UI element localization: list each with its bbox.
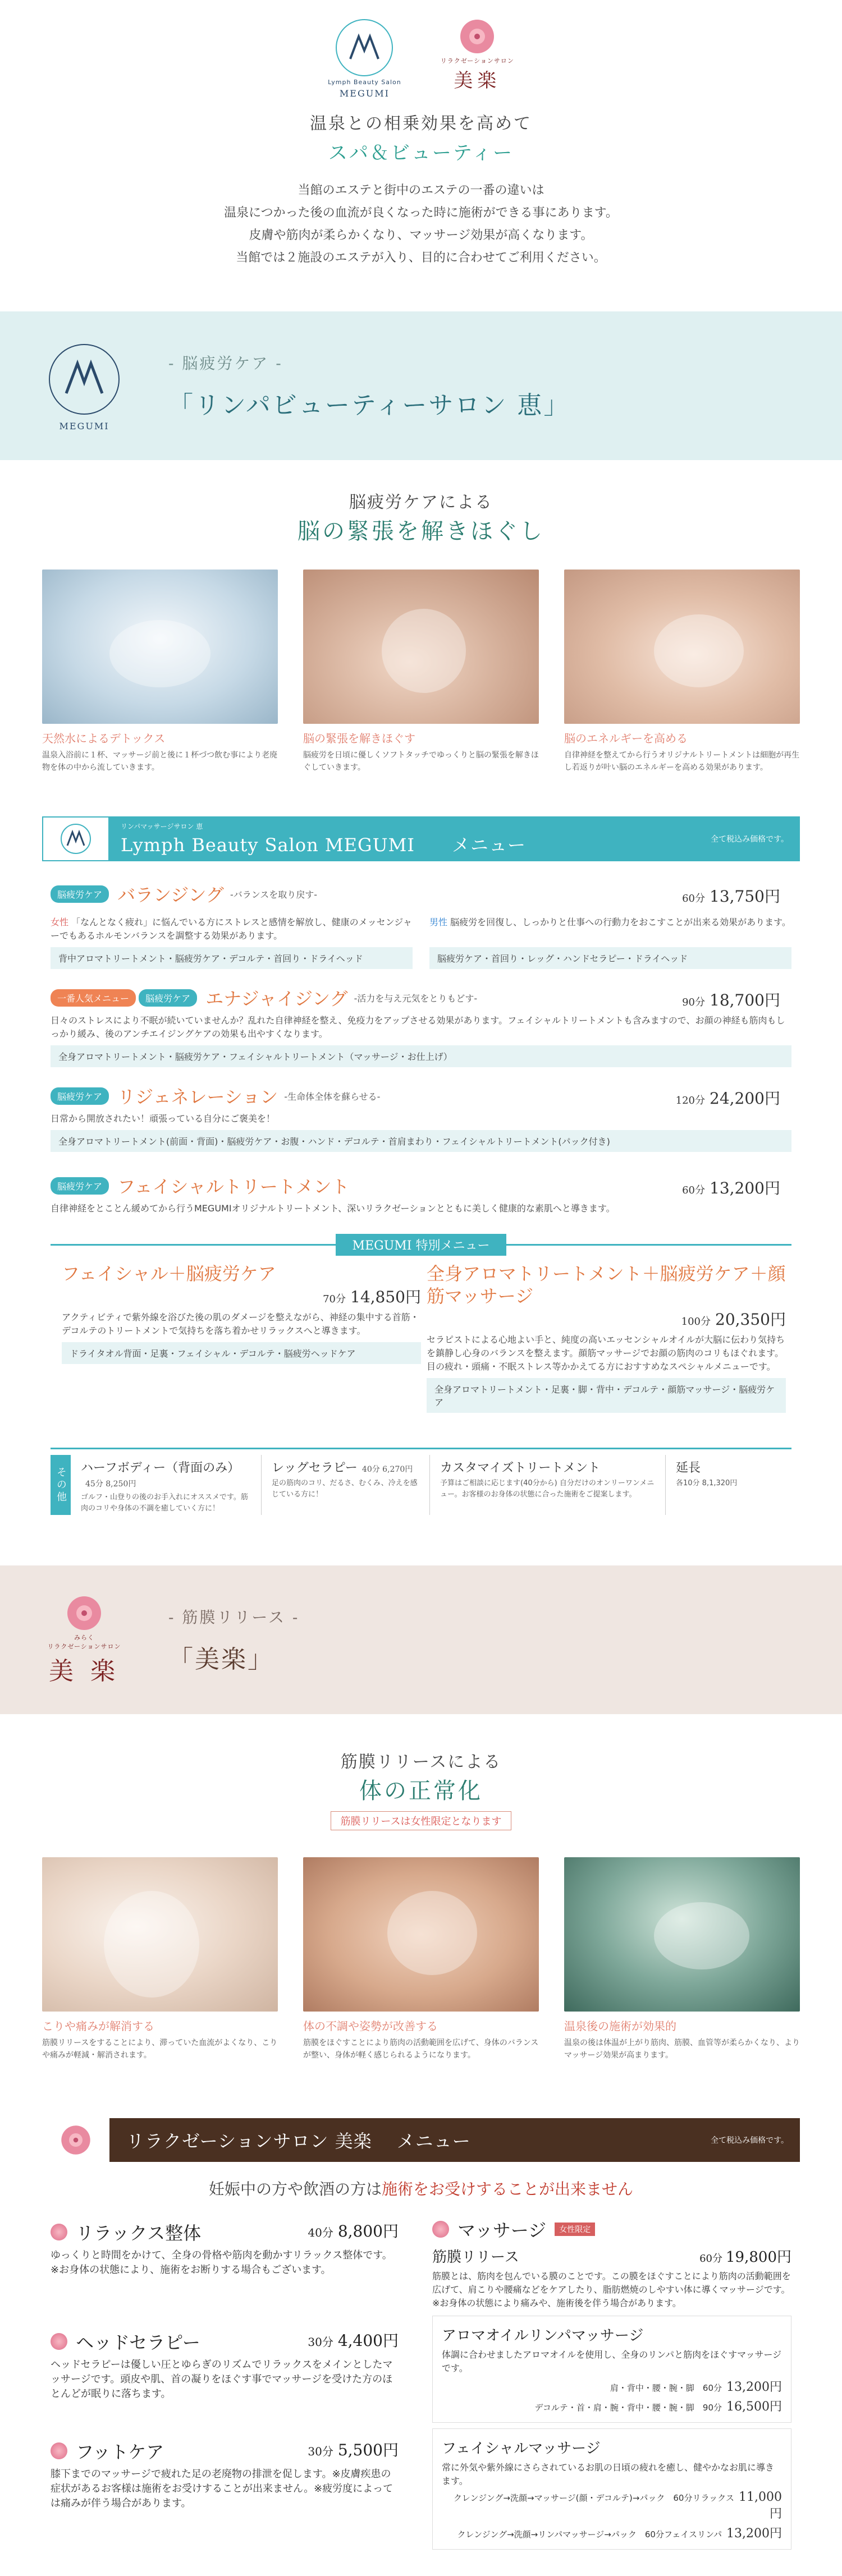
- menu-item-description: 体調に合わせましたアロマオイルを使用し、全身のリンパと筋肉をほぐすマッサージです。: [442, 2349, 782, 2373]
- special-menu-label: MEGUMI 特別メニュー: [336, 1234, 507, 1256]
- menu-item-foot-care: [51, 2438, 399, 2511]
- photo-caption: こりや痛みが解消する: [42, 2019, 154, 2033]
- onsen-photo: [564, 1857, 800, 2012]
- menu-item-tagline: -生命体全体を蘇らせる-: [284, 1091, 381, 1102]
- menu-item-aroma-lymph: [432, 2316, 791, 2423]
- flower-icon: [432, 2221, 449, 2238]
- special-item-price: [427, 1307, 786, 1330]
- price-value: 13,200円: [710, 1179, 780, 1197]
- tax-note: 全て税込み価格です。: [711, 835, 789, 844]
- megumi-bar-logo: [42, 816, 109, 861]
- photo-description: 温泉の後は体温が上がり筋肉、筋膜、血管等が柔らかくなり、よりマッサージ効果が高まります。: [564, 2038, 800, 2060]
- price-value: 24,200円: [710, 1089, 780, 1108]
- price-value: 5,500円: [337, 2441, 399, 2459]
- megumi-heading: 脳疲労ケアによる: [349, 493, 493, 512]
- head-massage-photo: [303, 570, 539, 724]
- menu-group-massage: [432, 2216, 791, 2550]
- female-label: 女性: [51, 917, 69, 927]
- menu-item-facial: [51, 1173, 791, 1215]
- notice-main: 施術をお受けすることが出来ません: [382, 2180, 634, 2198]
- course-parts: クレンジング→洗顔→リンパマッサージ→パック: [457, 2529, 637, 2540]
- menu-item-price: [682, 988, 780, 1011]
- category-pill: 脳疲労ケア: [51, 1177, 109, 1195]
- duration: 30分: [308, 2445, 333, 2458]
- megumi-subheading: 脳の緊張を解きほぐし: [298, 518, 544, 544]
- megumi-logo-text: Lymph Beauty Salon: [328, 79, 401, 86]
- other-item-price: 40分 6,270円: [361, 1465, 413, 1474]
- male-label: 男性: [429, 917, 448, 927]
- course-detail: 脳疲労ケア・首回り・レッグ・ハンドセラピー・ドライヘッド: [429, 947, 791, 969]
- other-item-description: ゴルフ・山登りの後のお手入れにオススメです。筋肉のコリや身体の不調を癒していく方に！: [81, 1493, 248, 1513]
- photo-description: 自律神経を整えてから行うオリジナルトリートメントは細胞が再生し若返りが叶い脳のエネルギーを高める効果があります。: [564, 751, 800, 772]
- women-only-note: 筋膜リリースは女性限定となります: [331, 1811, 511, 1830]
- price-row: [442, 2397, 782, 2414]
- other-item: [262, 1455, 430, 1515]
- other-item: [71, 1455, 262, 1515]
- photo-card: [303, 570, 539, 774]
- megumi-band-subtitle: - 脳疲労ケア -: [168, 353, 283, 373]
- intro-heading: 温泉との相乗効果を高めて: [310, 114, 532, 134]
- biraku-heading: 筋膜リリースによる: [340, 1752, 502, 1772]
- megumi-photo-row: [42, 570, 800, 774]
- price-value: 13,200円: [726, 2527, 782, 2541]
- popular-pill: 一番人気メニュー: [51, 989, 136, 1007]
- photo-caption: 脳の緊張を解きほぐす: [303, 732, 415, 745]
- photo-description: 筋膜リリースをすることにより、滞っていた血流がよくなり、こりや痛みが軽減・解消されます。: [42, 2038, 278, 2060]
- price-value: 8,800円: [337, 2222, 399, 2240]
- description-male: [429, 916, 791, 943]
- menu-item-balancing: [51, 881, 791, 969]
- menu-item-price: [308, 2438, 399, 2460]
- other-item-name: カスタマイズトリートメント: [440, 1461, 601, 1475]
- other-item-title: [272, 1458, 419, 1476]
- duration: 60分リラックス: [673, 2493, 735, 2503]
- course-detail: 全身アロマトリートメント(前面・背面)・脳疲労ケア・お腹・ハンド・デコルテ・首肩まわり・フェイシャルトリートメント(パック付き): [51, 1130, 791, 1152]
- divider: [51, 1244, 336, 1246]
- course-detail: ドライタオル背面・足裏・フェイシャル・デコルテ・脳疲労ヘッドケア: [62, 1342, 421, 1364]
- photo-description: 筋膜をほぐすことにより筋肉の活動範囲を広げて、身体のバランスが整い、身体が軽く感じられるようになります。: [303, 2038, 539, 2060]
- biraku-photo-row: [42, 1857, 800, 2061]
- biraku-menu-header: [42, 2118, 800, 2162]
- duration: 60分: [699, 2253, 723, 2265]
- photo-caption: 体の不調や姿勢が改善する: [303, 2019, 438, 2033]
- duration: 70分: [323, 1293, 346, 1305]
- special-item-facial-brain: [62, 1262, 421, 1364]
- other-item-description: 予算はご相談に応じます(40分から) 自分だけのオンリーワンメニュー。お客様のお身体の状態に合った施術をご提案します。: [440, 1479, 655, 1499]
- women-only-badge: 女性限定: [555, 2223, 595, 2236]
- category-pill: 脳疲労ケア: [139, 989, 197, 1007]
- menu-item-tagline: -活力を与え元気をとりもどす-: [354, 993, 478, 1004]
- biraku-menu-title: リラクゼーションサロン 美楽 メニュー: [126, 2130, 471, 2152]
- biraku-section-band: [0, 1565, 842, 1714]
- photo-description: 脳疲労を日頃に優しくソフトタッチでゆっくりと脳の緊張を解きほぐしていきます。: [303, 751, 539, 772]
- duration: 60分: [682, 1184, 706, 1196]
- special-item-title: フェイシャル＋脳疲労ケア: [62, 1263, 276, 1284]
- course-detail: 背中アロマトリートメント・脳疲労ケア・デコルテ・首回り・ドライヘッド: [51, 947, 413, 969]
- menu-item-description: 日々のストレスにより不眠が続いていませんか？乱れた自律神経を整え、免疫力をアップさせる効果があります。フェイシャルトリートメントも含みますので、お顔の神経も筋肉もしっかり緩み、後のアンチエイジングケアの効果も出やすくなります。: [51, 1015, 785, 1039]
- menu-item-name: 筋膜リリース: [432, 2249, 519, 2266]
- biraku-band-name: 美 楽: [49, 1656, 120, 1686]
- duration: 90分: [682, 997, 706, 1008]
- menu-item-name: ヘッドセラピー: [76, 2332, 200, 2353]
- flower-icon: [65, 1594, 104, 1633]
- megumi-menu-title: Lymph Beauty Salon MEGUMI メニュー: [121, 834, 526, 856]
- photo-caption: 温泉後の施術が効果的: [564, 2019, 676, 2033]
- category-pill: 脳疲労ケア: [51, 885, 109, 903]
- menu-item-price: [308, 2329, 399, 2351]
- intro-line: 当館のエステと街中のエステの一番の違いは: [298, 183, 544, 198]
- intro-line: 当館では２施設のエステが入り、目的に合わせてご利用ください。: [236, 251, 606, 265]
- menu-item-name: エナジャイジング: [205, 988, 348, 1009]
- duration: 120分: [675, 1095, 706, 1106]
- other-item-description: 各10分 8,1,320円: [676, 1479, 738, 1487]
- price-value: 19,800円: [726, 2249, 791, 2266]
- male-text: 脳疲労を回復し、しっかりと仕事への行動力をおこすことが出来る効果があります。: [450, 917, 791, 927]
- menu-item-price: [676, 1086, 780, 1109]
- menu-item-price: [308, 2219, 399, 2242]
- back-massage-photo: [303, 1857, 539, 2012]
- menu-item-tagline: -バランスを取り戻す-: [230, 889, 318, 900]
- tax-note: 全て税込み価格です。: [711, 2136, 789, 2145]
- menu-item-name: リラックス整体: [76, 2223, 202, 2244]
- megumi-menu-header: [42, 816, 800, 861]
- menu-item-price: [682, 884, 780, 907]
- water-hands-photo: [42, 570, 278, 724]
- menu-item-description: ヘッドセラピーは優しい圧とゆらぎのリズムでリラックスをメインとしたマッサージです。頭皮や肌、首の凝りをほぐす事でマッサージを受けた方のほとんどが眠りに落ちます。: [51, 2359, 393, 2400]
- price-value: 11,000円: [739, 2490, 782, 2521]
- duration: 90分: [702, 2403, 722, 2413]
- biraku-band-title: 「美楽」: [168, 1645, 274, 1674]
- price-value: 20,350円: [715, 1310, 786, 1329]
- course-detail: 全身アロマトリートメント・足裏・脚・背中・デコルテ・顔筋マッサージ・脳疲労ケア: [427, 1378, 786, 1413]
- other-menu-box: [51, 1448, 791, 1515]
- price-value: 16,500円: [726, 2400, 782, 2414]
- other-item-price: 45分 8,250円: [85, 1480, 136, 1489]
- menu-item-relax-seitai: [51, 2219, 399, 2277]
- flower-icon: [457, 17, 497, 56]
- menu-item-name: フットケア: [76, 2441, 164, 2463]
- divider: [506, 1244, 791, 1246]
- megumi-band-logo-name: MEGUMI: [59, 421, 109, 431]
- price-value: 13,750円: [710, 887, 780, 906]
- category-pill: 脳疲労ケア: [51, 1087, 109, 1105]
- megumi-menu-kana: リンパマッサージサロン 恵: [121, 822, 203, 830]
- megumi-band-logo: [0, 340, 168, 431]
- other-item-name: ハーフボディー（背面のみ）: [81, 1461, 240, 1475]
- price-value: 18,700円: [710, 991, 780, 1009]
- megumi-logo-icon: [45, 340, 123, 419]
- menu-item-name: フェイシャルマッサージ: [442, 2440, 601, 2457]
- biraku-bar-logo: [42, 2118, 109, 2162]
- other-item: [666, 1455, 767, 1515]
- flower-icon: [59, 2123, 93, 2157]
- megumi-menu-header-text: [121, 821, 526, 857]
- megumi-band-text: [168, 351, 570, 421]
- biraku-logo-name: 美楽: [454, 70, 501, 92]
- photo-card: [564, 570, 800, 774]
- megumi-logo-name: MEGUMI: [339, 88, 390, 99]
- other-item-name: レッグセラピー: [272, 1461, 358, 1475]
- photo-caption: 天然水によるデトックス: [42, 732, 166, 745]
- menu-item-regeneration: [51, 1083, 791, 1152]
- other-item-title: [81, 1458, 251, 1490]
- photo-card: [303, 1857, 539, 2061]
- intro-line: 温泉につかった後の血流が良くなった時に施術ができる事にあります。: [224, 206, 618, 220]
- menu-item-price: [699, 2246, 791, 2266]
- female-text: 「なんとなく疲れ」に悩んでいる方にストレスと感情を解放し、健康のメッセンジャーでもあるホルモンバランスを調整する効果があります。: [51, 917, 412, 941]
- biraku-band-text: [168, 1605, 299, 1675]
- biraku-note-wrap: [0, 1811, 842, 1830]
- other-label: その他: [51, 1455, 71, 1515]
- menu-item-description: 筋膜とは、筋肉を包んでいる膜のことです。この膜をほぐすことにより筋肉の活動範囲を広げて、肩こりや腰痛などをケアしたり、脂肪燃焼のしやすい体に導くマッサージです。※お身体の状態により痛みや、施術後を伴う場合があります。: [432, 2271, 791, 2308]
- other-item: [430, 1455, 666, 1515]
- intro-body: [0, 180, 842, 269]
- menu-item-description: 膝下までのマッサージで疲れた足の老廃物の排泄を促します。※皮膚疾患の症状があるお客様は施術をお受けすることが出来ません。※疲労度によっては痛みが伴う場合があります。: [51, 2468, 393, 2509]
- menu-item-description: 常に外気や紫外線にさらされているお肌の日頃の疲れを癒し、健やかなお肌に導きます。: [442, 2462, 775, 2486]
- notice-prefix: 妊娠中の方や飲酒の方は: [208, 2180, 382, 2198]
- massage-title: マッサージ: [457, 2220, 547, 2241]
- price-row: [442, 2377, 782, 2395]
- biraku-band-kana: みらく: [74, 1633, 94, 1641]
- menu-item-name: バランジング: [117, 884, 224, 906]
- menu-item-energizing: [51, 985, 791, 1067]
- price-row: [442, 2490, 782, 2522]
- megumi-logo: [328, 17, 401, 99]
- price-value: 13,200円: [726, 2380, 782, 2394]
- course-row: [51, 943, 791, 969]
- megumi-section-band: [0, 311, 842, 460]
- photo-caption: 脳のエネルギーを高める: [564, 732, 688, 745]
- menu-item-descriptions: [51, 912, 791, 943]
- menu-item-description: 日常から開放されたい！頑張っている自分にご褒美を！: [51, 1113, 276, 1124]
- menu-item-description: 自律神経をとことん緩めてから行うMEGUMIオリジナルトリートメント、深いリラクゼーションとともに美しく健康的な素肌へと導きます。: [51, 1203, 615, 1214]
- course-detail: 全身アロマトリートメント・脳疲労ケア・フェイシャルトリートメント（マッサージ・お仕上げ）: [51, 1045, 791, 1067]
- menu-item-fascia-release: [432, 2246, 791, 2310]
- special-menu-header: [51, 1234, 791, 1255]
- intro-subheading: スパ＆ビューティー: [328, 142, 514, 164]
- description-female: [51, 916, 413, 943]
- flower-icon: [51, 2442, 67, 2459]
- special-item-description: セラピストによる心地よい手と、純度の高いエッセンシャルオイルが大脳に伝わり気持ちを鎮静し心身のバランスを整えます。顔筋マッサージでお顔の筋肉のコリもほぐれます。目の疲れ・頭痛・不眠ストレス等かかえてる方におすすめなスペシャルメニューです。: [427, 1334, 785, 1372]
- megumi-logo-icon: [333, 17, 395, 79]
- price-value: 14,850円: [350, 1288, 421, 1306]
- menu-item-name: フェイシャルトリートメント: [117, 1176, 350, 1197]
- photo-description: 温泉入浴前に１杯、マッサージ前と後に１杯づつ飲む事により老廃物を体の中から流していきます。: [42, 751, 278, 772]
- header-logos: [0, 17, 842, 99]
- price-value: 4,400円: [337, 2331, 399, 2350]
- megumi-logo-icon: [59, 822, 93, 856]
- menu-item-name: リジェネレーション: [117, 1086, 278, 1108]
- biraku-band-logo: [0, 1594, 168, 1687]
- biraku-logo: [441, 17, 514, 99]
- duration: 30分: [308, 2335, 333, 2349]
- photo-card: [42, 570, 278, 774]
- face-massage-photo: [564, 570, 800, 724]
- menu-item-name: アロマオイルリンパマッサージ: [442, 2327, 644, 2344]
- course-parts: 肩・背中・腰・腕・脚: [610, 2383, 694, 2393]
- special-item-title: 全身アロマトリートメント＋脳疲労ケア＋顔筋マッサージ: [427, 1263, 786, 1307]
- other-item-name: 延長: [676, 1461, 701, 1475]
- flower-icon: [51, 2224, 67, 2240]
- duration: 60分フェイスリンパ: [644, 2529, 722, 2540]
- menu-item-head-therapy: [51, 2329, 399, 2401]
- biraku-band-subtitle: - 筋膜リリース -: [168, 1608, 300, 1627]
- menu-item-facial-massage: [432, 2428, 791, 2550]
- other-item-description: 足の筋肉のコリ、だるさ、むくみ、冷えを感じている方に！: [272, 1479, 418, 1499]
- price-row: [442, 2524, 782, 2541]
- course-parts: クレンジング→洗顔→マッサージ(顔・デコルテ)→パック: [453, 2493, 665, 2503]
- biraku-band-sub: リラクゼーションサロン: [47, 1642, 121, 1650]
- menu-item-price: [682, 1176, 780, 1199]
- duration: 60分: [702, 2383, 722, 2393]
- intro-line: 皮膚や筋肉が柔らかくなり、マッサージ効果が高くなります。: [249, 228, 593, 242]
- special-item-aroma-brain-face: [427, 1262, 786, 1413]
- photo-card: [42, 1857, 278, 2061]
- biraku-subheading: 体の正常化: [359, 1778, 483, 1804]
- menu-item-description: ゆっくりと時間をかけて、全身の骨格や筋肉を動かすリラックス整体です。※お身体の状態により、施術をお断りする場合もございます。: [51, 2249, 392, 2276]
- duration: 100分: [681, 1316, 711, 1328]
- duration: 60分: [682, 893, 706, 904]
- megumi-band-title: 「リンパビューティーサロン 恵」: [168, 391, 570, 420]
- woman-neck-photo: [42, 1857, 278, 2012]
- duration: 40分: [308, 2226, 333, 2239]
- special-item-price: [62, 1285, 421, 1307]
- flower-icon: [51, 2333, 67, 2350]
- restriction-notice: [0, 2177, 842, 2200]
- biraku-logo-sub: リラクゼーションサロン: [440, 57, 514, 65]
- photo-card: [564, 1857, 800, 2061]
- special-item-description: アクティビティで紫外線を浴びた後の肌のダメージを整えながら、神経の集中する首筋・デコルテのトリートメントで気持ちを落ち着かせリラックスへと導きます。: [62, 1312, 419, 1336]
- fascia-header: [432, 2246, 791, 2266]
- course-parts: デコルテ・首・肩・腕・背中・腰・腕・脚: [534, 2403, 694, 2413]
